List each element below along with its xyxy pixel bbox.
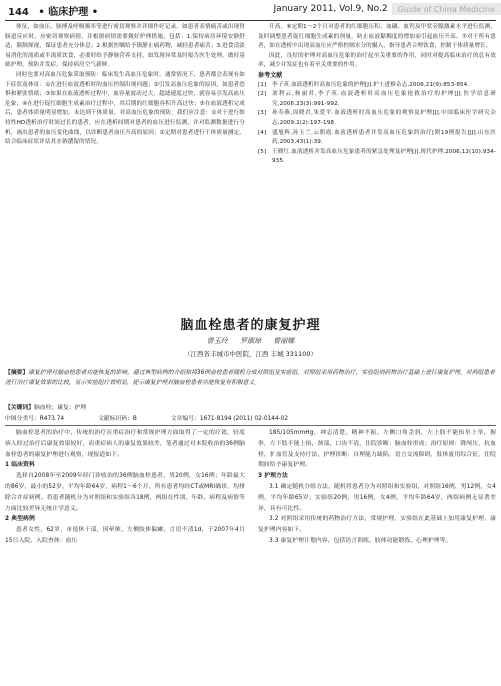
paragraph: 因此，良好的护理对高血压危象的治疗起至关重要的作用，同时对提高临床治疗的总有效率，减少并发症也有着至关重要的作用。	[258, 52, 496, 69]
paragraph: 体征，如血压、脉搏及呼吸频率等进行密切观察并详细作好记录，如患者表情痛苦或出现胃肠道反应时，应密切观察病情，并根据病情需要做好护理措施，包括：1.保持病房环境安静舒适，限制探视，保证患者充分休息；2.根据医嘱给予镇静止痛药物，减轻患者痛苦；3.进食清淡易消化的流质或半流质饮食，必要时给予静脉营养支持，如发现异常及时报告医生处理。做好基础护理，预防并发症，保持病房空气新鲜。	[5, 24, 245, 69]
paragraph: 3.2 对照组采用传统的药物治疗方法，常规护理，实验组在此基础上加用康复护理，康复护理内容如下。	[258, 516, 496, 534]
section-heading: 1 临床资料	[5, 462, 35, 469]
reference-item: [1] 李子英.血液透析时高血压危象的护理[J].护士进修杂志,2006,21(9):853-854.	[258, 81, 470, 88]
journal-name: Guide of China Medicine	[397, 4, 495, 14]
keywords-label: 【关键词】	[5, 405, 34, 411]
reference-item: [5] 王晓红.血液透析并发高血压危象患者的紧急处理及护理[J].现代护理,2006,12(10):934-935.	[258, 148, 496, 165]
reference-item: [2] 刘利云,杨丽君,李子英.血液透析时高血压危象抢救治疗的护理[J].医学信息研究,2006,23(3):991-992.	[258, 91, 496, 107]
references-list	[258, 81, 496, 167]
paragraph: 升高。⑥定期1～2个月对患者的红细胞压积、血磷、血钙及甲状旁腺激素水平进行监测，及时调整患者促红细胞生成素的剂量，防止血液黏稠度的增加而引起血压升高。⑦对于所有患者，如在透析中出现高血压应严格控制水分的摄入，指导患者合理饮食，控制干体质量增长。	[258, 24, 496, 50]
abstract-divider	[5, 425, 496, 426]
abstract-label: 【摘要】	[5, 370, 29, 376]
header-divider	[5, 20, 496, 21]
section-label	[8, 3, 98, 18]
paragraph: 脑血栓患者的治疗中，传统的治疗在重症治疗和常规护理方面取得了一定的疗效，轻度病人经过治疗后康复效果较好，而重症病人的康复效果较差，笔者通过对本院收治的36例脑血栓患者的康复护理进行观察，现报道如下。	[5, 430, 245, 458]
journal-section: • 临床护理 •	[38, 7, 99, 18]
abstract-text: 康复护理对脑血栓患者功能恢复的影响，通过典型病例的介绍和将36例血栓患者随机分成对照组及实验组，对照组采用药物治疗，实验组则药物治疗基础上进行康复护理，对两组患者进行治疗康复效果的比较，显示实验组疗效明显，提示康复护理对脑血栓患者功能恢复有积极意义。	[5, 370, 495, 386]
journal-band	[392, 3, 501, 15]
paragraph: 3.3 康复护理计划内容，包括语言训练、肢体功能锻炼、心理护理等。	[269, 537, 452, 544]
page-header	[0, 0, 501, 18]
issue-info: January 2011, Vol.9, No.2	[273, 4, 388, 14]
issue-banner	[274, 2, 501, 16]
abstract	[5, 369, 495, 388]
keywords	[5, 402, 495, 411]
paragraph: 3.1 确定随机分组方法，随机将患者分为对照组和实验组，对照组16例，男12例，女4例，平均年龄65岁；实验组20例，男16例，女4例，平均年龄64岁，两组病例无显著差异，具有可比性。	[258, 483, 496, 512]
article-number: 文章编号：1671-8194 (2011) 02-0144-02	[170, 416, 289, 422]
paragraph: 选择自2008年至2009年经门诊收治的36例脑血栓患者，男20例，女16例；年龄最大的86岁，最小的52岁，平均年龄64岁，病程1～6个月，所有患者均经CT或MRI确诊，均排除合并症病例。将患者随机分为对照组和实验组各18例，两组在性别、年龄、病程及病情等方面比较差异无统计学意义。	[5, 473, 245, 512]
top-left-column	[5, 23, 245, 295]
references-title: 参考文献	[258, 71, 283, 79]
bottom-right-column	[258, 428, 496, 680]
reference-item: [3] 孙寿燕,周晓君,朱爱平.血液透析时高血压危象的观察及护理[J].中国临床医学研究杂志,2009,2(2):197-198.	[258, 110, 496, 126]
article-title: 脑血栓患者的康复护理	[180, 318, 321, 333]
article-meta	[5, 413, 495, 422]
paragraph: 同时也要对高血压危象采取预防：临床发生高血压危象时，通常情况下，患者都会表现有如下症状及体征：①在进行血液透析时的血压控制出现问题；②引发高血压危象的原因，如患者恐惧和紧张情绪；③如果在血液透析过程中，血容量波动过大，超滤速度过快，就容易引发高血压危象；④在进行促红细胞生成素治疗过程中，其后期的红细胞容积升高过快；⑤在血液透析完成后，患者体质量明显增加，未达到干体质量，对高血压危象的预防，我们应注意：①对于进行维持性HD透析治疗时间过长的患者，应在透析间期对患者的血压进行监测，并对监测数据进行分析，画出患者的血压变化曲线，以诊断患者血压升高的原因；②定期对患者进行干体质量测定，结合临床症状评估其水钠潴留的情况。	[5, 71, 245, 146]
section-heading: 2 典型病例	[5, 516, 35, 523]
bottom-left-column	[5, 428, 245, 680]
article-affiliation: （江西省丰城市中医院，江西 丰城 331100）	[184, 350, 317, 358]
paragraph: 185/105mmHg，神志清楚，精神不振，左侧口角歪斜，左上肢不能抬举上举，握拳，左下肢不能上抬，颈部、口齿不清，住院诊断：脑血栓形成；治疗原则：降颅压，抗血栓，扩血管及支持疗法，护理诊断：自理能力缺陷，语言交流障碍，肢体废用综合征，住院期间给予康复护理。	[258, 430, 496, 469]
top-right-column	[258, 23, 496, 295]
paragraph: 患者女性，62岁，市退休干部，因晕厥、左侧肢体偏瘫，言语不清1d，于2007年4月15日入院。入院查体：血压	[5, 527, 245, 544]
keywords-text: 脑血栓；康复；护理	[34, 405, 87, 411]
section-heading: 3 护理方法	[258, 473, 288, 480]
document-code: 文献标识码：B	[98, 416, 137, 422]
reference-item: [4] 盛旭辉,孙玉兰,云朝霞.血液透析患者并发高血压危象的治疗[附19例报告][J].山东医药,2003,43(1):39.	[258, 129, 496, 146]
article-authors: 曾玉玲 罗淑琼 曾丽娜	[206, 337, 295, 345]
page-number: 144	[8, 7, 29, 18]
clc-number: 中图分类号：R473.74	[5, 416, 65, 422]
